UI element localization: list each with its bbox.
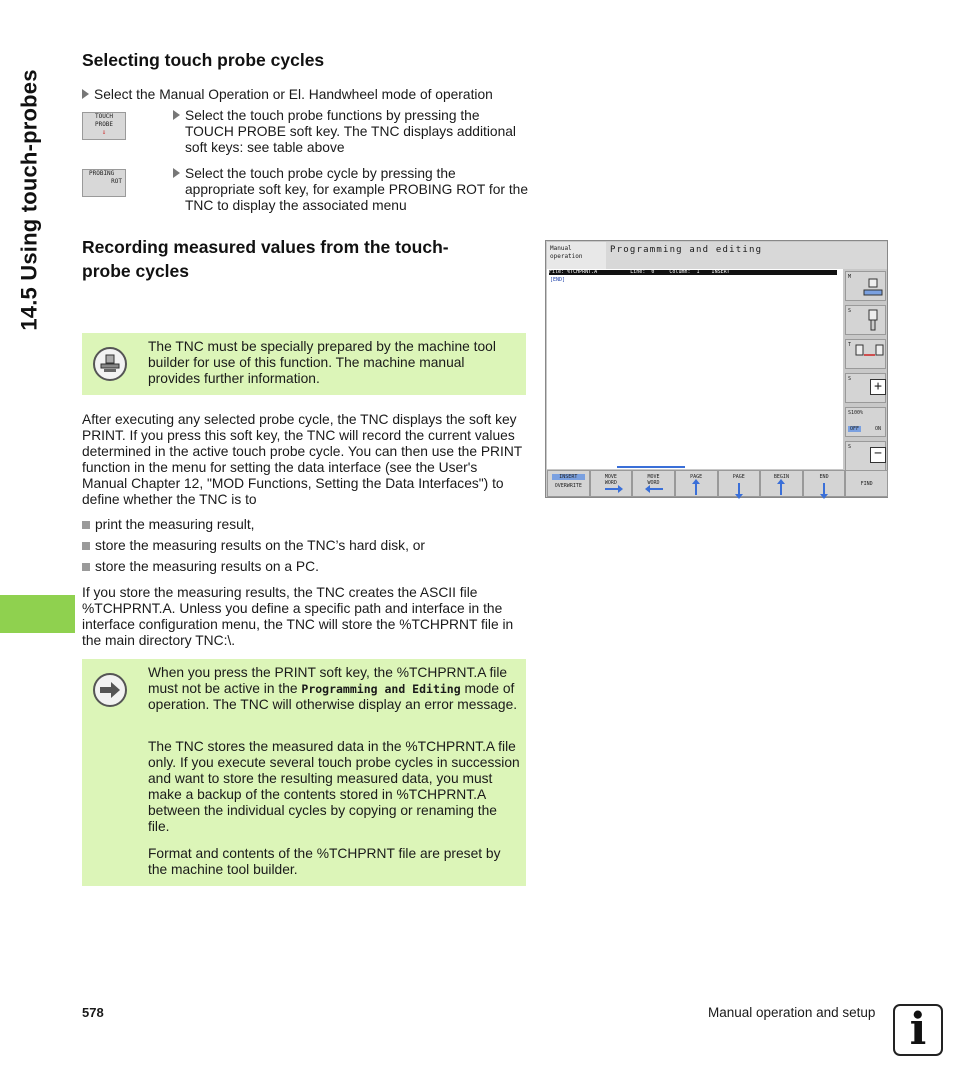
chapter-side-title xyxy=(2,40,58,360)
softkey-s-label: S xyxy=(848,308,852,314)
softkey-word-label: WORD xyxy=(604,480,617,486)
probe-arrow-icon: ⇓ xyxy=(101,128,107,136)
minus-icon: − xyxy=(870,447,886,463)
softkey-move-word-left[interactable] xyxy=(632,470,675,497)
softkey-m-label: M xyxy=(848,274,852,280)
touch-probe-softkey-line1: TOUCH xyxy=(94,113,114,120)
editor-area[interactable] xyxy=(547,269,843,469)
softkey-find[interactable] xyxy=(845,470,888,497)
section-heading-recording-line1: Recording measured values from the touch- xyxy=(82,237,449,257)
section-heading-selecting: Selecting touch probe cycles xyxy=(82,50,325,70)
section-heading-recording xyxy=(82,235,502,283)
page-number: 578 xyxy=(82,1005,104,1020)
override-on-label: ON xyxy=(875,426,882,432)
probing-rot-softkey-line1: PROBING xyxy=(89,170,115,177)
softkey-word-label: WORD xyxy=(647,480,660,486)
probing-rot-softkey xyxy=(82,169,126,197)
list-item-text: print the measuring result, xyxy=(95,517,255,532)
vertical-softkey-bar xyxy=(844,269,887,469)
screen-title: Programming and editing xyxy=(606,242,887,269)
bullet-square-icon xyxy=(82,563,90,571)
machine-note-box xyxy=(82,333,526,395)
step-touch-probe xyxy=(173,108,528,156)
plus-icon: + xyxy=(870,379,886,395)
step-arrow-icon xyxy=(173,168,180,178)
print-note-p2: The TNC stores the measured data in the %TCHPRNT.A file only. If you execute several touch probe cycles in succession and want to store the resulting measured data, you must make a backup of the contents stored in %TCHPRNT.A between the individual cycles by copying or renaming the file. xyxy=(148,739,520,834)
softkey-insert-overwrite[interactable] xyxy=(547,470,590,497)
editor-status-line: File: %TCHPRNT.A Line: 0 Column: 1 INSERT xyxy=(549,270,837,275)
arrow-right-icon xyxy=(605,488,619,490)
softkey-m[interactable] xyxy=(845,271,886,301)
print-note-p1 xyxy=(148,665,520,713)
step-select-mode-text: Select the Manual Operation or El. Handwheel mode of operation xyxy=(94,87,493,102)
footer-chapter-text: Manual operation and setup xyxy=(708,1005,876,1020)
softkey-spindle-minus[interactable] xyxy=(845,441,886,471)
machine-note-text: The TNC must be specially prepared by the machine tool builder for use of this function. The machine manual provides further information. xyxy=(148,339,496,386)
list-item xyxy=(82,559,526,575)
print-paragraph: After executing any selected probe cycle, the TNC displays the soft key PRINT. If you press this soft key, the TNC will record the current values determined in the active touch probe cycle. You can then use the PRINT function in the menu for setting the data interface (see the User's Manual Chapter 12, "MOD Functions, Setting the Data Interfaces") to define whether the TNC is to xyxy=(82,412,522,507)
softkey-spindle-plus-label: S xyxy=(848,376,852,382)
screen-mode-line1: Manual xyxy=(550,245,572,252)
list-item xyxy=(82,517,526,533)
softkey-find-label: FIND xyxy=(860,481,873,487)
info-icon xyxy=(893,1004,943,1056)
bullet-square-icon xyxy=(82,542,90,550)
list-item xyxy=(82,538,526,554)
arrow-up-icon xyxy=(780,483,782,495)
programming-editing-mode: Programming and Editing xyxy=(301,682,461,696)
print-note-p1-text: When you press the PRINT soft key, the %TCHPRNT.A file must not be active in the xyxy=(148,665,508,696)
print-note-p3: Format and contents of the %TCHPRNT file are preset by the machine tool builder. xyxy=(148,846,501,877)
softkey-spindle-override-label: S100% xyxy=(848,410,864,416)
arrow-left-icon xyxy=(649,488,663,490)
arrow-up-icon xyxy=(695,483,697,495)
store-paragraph: If you store the measuring results, the TNC creates the ASCII file %TCHPRNT.A. Unless you define a specific path and interface in the interface configuration menu, the TNC will store the %TCHPRNT file in the main directory TNC:\. xyxy=(82,585,514,648)
chapter-tab-marker xyxy=(0,595,75,633)
info-icon-letter: i xyxy=(909,1004,927,1055)
print-note-box xyxy=(82,659,526,886)
chapter-side-title-text: 14.5 Using touch-probes xyxy=(17,69,42,331)
softkey-move-word-right[interactable] xyxy=(590,470,633,497)
softkey-page-label: PAGE xyxy=(732,474,745,480)
editor-scroll-indicator xyxy=(617,466,685,468)
step-select-mode xyxy=(82,87,532,103)
softkey-page-down[interactable] xyxy=(718,470,761,497)
arrow-right-icon xyxy=(93,673,127,707)
softkey-end-label: END xyxy=(819,474,829,480)
tool-change-icon xyxy=(854,343,886,367)
softkey-spindle-minus-label: S xyxy=(848,444,852,450)
override-off-label: OFF xyxy=(850,426,860,432)
section-heading-recording-line2: probe cycles xyxy=(82,261,189,281)
machine-tool-icon xyxy=(93,347,127,381)
arrow-down-icon xyxy=(738,483,740,495)
softkey-end[interactable] xyxy=(803,470,846,497)
step-touch-probe-text: Select the touch probe functions by pressing the TOUCH PROBE soft key. The TNC displays additional soft keys: see table above xyxy=(185,108,516,155)
softkey-move-label: MOVE xyxy=(647,474,660,480)
softkey-page-label: PAGE xyxy=(690,474,703,480)
screen-mode-line2: operation xyxy=(550,253,583,260)
print-note-p1-tail: mode of operation. The TNC will otherwise display an error message. xyxy=(148,681,518,712)
touch-probe-softkey xyxy=(82,112,126,140)
softkey-spindle-override[interactable] xyxy=(845,407,886,437)
softkey-begin[interactable] xyxy=(760,470,803,497)
horizontal-softkey-bar xyxy=(547,470,888,497)
softkey-page-up[interactable] xyxy=(675,470,718,497)
bullet-square-icon xyxy=(82,521,90,529)
step-arrow-icon xyxy=(82,89,89,99)
softkey-move-label: MOVE xyxy=(604,474,617,480)
spindle-icon xyxy=(862,277,884,299)
softkey-begin-label: BEGIN xyxy=(773,474,789,480)
softkey-t-label: T xyxy=(848,342,852,348)
list-item-text: store the measuring results on the TNC’s hard disk, or xyxy=(95,538,426,553)
softkey-overwrite-label: OVERWRITE xyxy=(554,483,582,489)
list-item-text: store the measuring results on a PC. xyxy=(95,559,319,574)
softkey-insert-label: INSERT xyxy=(552,474,585,480)
tnc-screen xyxy=(545,240,888,498)
arrow-down-icon xyxy=(823,483,825,495)
softkey-s[interactable] xyxy=(845,305,886,335)
step-probing-rot xyxy=(173,166,528,214)
softkey-t[interactable] xyxy=(845,339,886,369)
editor-end-marker: [END] xyxy=(550,277,566,283)
probing-rot-softkey-line2: ROT xyxy=(111,178,122,185)
step-probing-rot-text: Select the touch probe cycle by pressing the appropriate soft key, for example PROBING ROT for the TNC to display the associated menu xyxy=(185,166,529,213)
touch-probe-softkey-line2: PROBE xyxy=(94,121,114,128)
bullet-list xyxy=(82,517,526,575)
softkey-spindle-plus[interactable] xyxy=(845,373,886,403)
step-arrow-icon xyxy=(173,110,180,120)
screen-mode-label xyxy=(547,242,606,269)
tool-icon xyxy=(866,309,880,333)
